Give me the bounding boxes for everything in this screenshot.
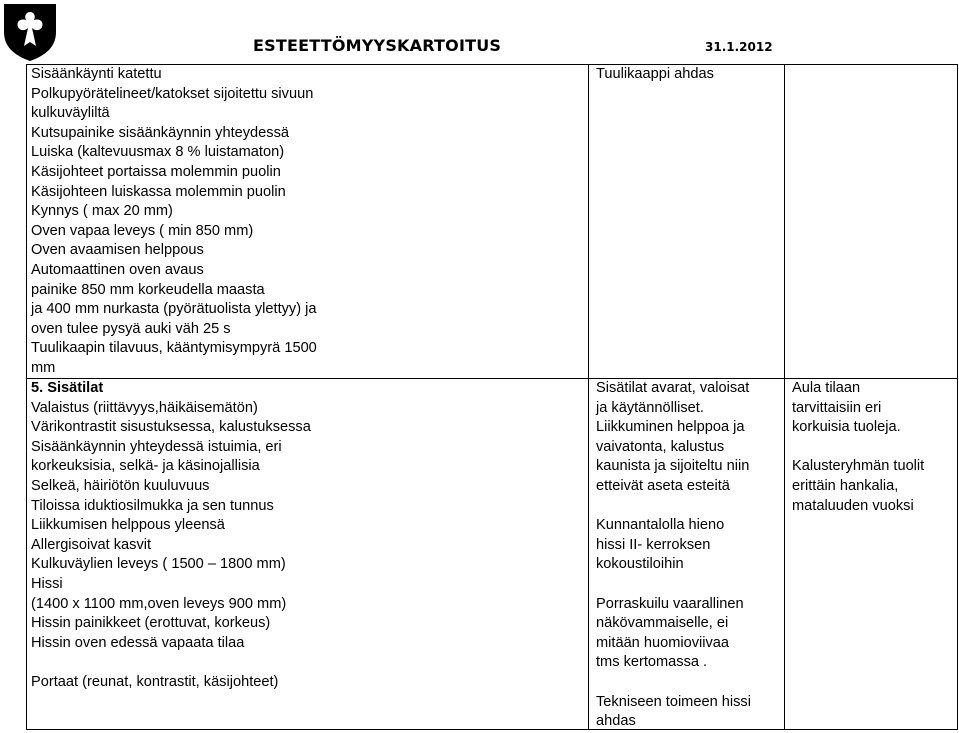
section-heading: 5. Sisätilat bbox=[31, 380, 104, 396]
criteria-line: Automaattinen oven avaus bbox=[31, 261, 204, 278]
observation-line: Liikkuminen helppoa ja bbox=[596, 419, 745, 436]
observation-line: kaunista ja sijoiteltu niin bbox=[596, 458, 750, 475]
blank-line bbox=[596, 575, 751, 595]
observation-line: Kunnantalolla hieno bbox=[596, 517, 725, 534]
criteria-line: Allergisoivat kasvit bbox=[31, 536, 152, 553]
observation-line: tms kertomassa . bbox=[596, 654, 708, 671]
criteria-line: Oven avaamisen helppous bbox=[31, 242, 204, 259]
criteria-line: Luiska (kaltevuusmax 8 % luistamaton) bbox=[31, 144, 285, 161]
criteria-line: Sisäänkäynnin yhteydessä istuimia, eri bbox=[31, 438, 282, 455]
observation-line: etteivät aseta esteitä bbox=[596, 477, 730, 494]
table-border-right bbox=[957, 64, 958, 730]
observation-line: ja käytännölliset. bbox=[596, 399, 704, 416]
observation-line: näkövammaiselle, ei bbox=[596, 615, 729, 632]
observation-line: Sisätilat avarat, valoisat bbox=[596, 380, 750, 396]
criteria-line: oven tulee pysyä auki väh 25 s bbox=[31, 320, 231, 337]
note-line: erittäin hankalia, bbox=[792, 477, 899, 494]
blank-line bbox=[596, 497, 751, 517]
criteria-line: Hissi bbox=[31, 575, 63, 592]
row2-criteria-cell bbox=[31, 379, 311, 693]
criteria-line: ja 400 mm nurkasta (pyörätuolista ylettyy) ja bbox=[31, 301, 317, 318]
criteria-line: Portaat (reunat, kontrastit, käsijohteet) bbox=[31, 673, 279, 690]
row2-notes-cell bbox=[792, 379, 924, 516]
observation-line: hissi II- kerroksen bbox=[596, 536, 711, 553]
observation-line: Porraskuilu vaarallinen bbox=[596, 595, 744, 612]
note-line: mataluuden vuoksi bbox=[792, 497, 914, 514]
note-line: tarvittaisiin eri bbox=[792, 399, 882, 416]
note-line: Kalusteryhmän tuolit bbox=[792, 458, 925, 475]
criteria-line: Polkupyörätelineet/katokset sijoitettu sivuun bbox=[31, 85, 314, 102]
table-border-bottom bbox=[26, 729, 958, 730]
criteria-line: mm bbox=[31, 359, 56, 376]
observation-line: Tekniseen toimeen hissi bbox=[596, 693, 751, 710]
observation-line: vaivatonta, kalustus bbox=[596, 438, 725, 455]
document-title: ESTEETTÖMYYSKARTOITUS bbox=[253, 36, 502, 55]
accessibility-survey-table bbox=[26, 64, 958, 730]
blank-line bbox=[31, 653, 311, 673]
criteria-line: Valaistus (riittävyys,häikäisemätön) bbox=[31, 399, 258, 416]
column-divider-2 bbox=[784, 64, 785, 730]
criteria-line: Selkeä, häiriötön kuuluvuus bbox=[31, 477, 210, 494]
criteria-line: Kulkuväylien leveys ( 1500 – 1800 mm) bbox=[31, 556, 286, 573]
row1-observation-cell bbox=[596, 65, 714, 85]
criteria-line: kulkuväyliltä bbox=[31, 105, 110, 122]
criteria-line: Oven vapaa leveys ( min 850 mm) bbox=[31, 222, 254, 239]
column-divider-1 bbox=[588, 64, 589, 730]
criteria-line: Tuulikaapin tilavuus, kääntymisympyrä 1500 bbox=[31, 340, 317, 357]
blank-line bbox=[596, 673, 751, 693]
note-line: Aula tilaan bbox=[792, 380, 861, 396]
criteria-line: (1400 x 1100 mm,oven leveys 900 mm) bbox=[31, 595, 287, 612]
criteria-line: Kynnys ( max 20 mm) bbox=[31, 203, 173, 220]
criteria-line: Hissin oven edessä vapaata tilaa bbox=[31, 634, 245, 651]
criteria-line: Liikkumisen helppous yleensä bbox=[31, 517, 225, 534]
criteria-line: Kutsupainike sisäänkäynnin yhteydessä bbox=[31, 124, 289, 141]
criteria-line: Värikontrastit sisustuksessa, kalustuksessa bbox=[31, 419, 311, 436]
criteria-line: Käsijohteet portaissa molemmin puolin bbox=[31, 163, 281, 180]
criteria-line: Hissin painikkeet (erottuvat, korkeus) bbox=[31, 615, 271, 632]
note-line: korkuisia tuoleja. bbox=[792, 419, 901, 436]
criteria-line: painike 850 mm korkeudella maasta bbox=[31, 281, 265, 298]
table-border-left bbox=[26, 64, 27, 730]
observation-line: mitään huomioviivaa bbox=[596, 634, 730, 651]
observation-line: kokoustiloihin bbox=[596, 556, 684, 573]
observation-line: Tuulikaappi ahdas bbox=[596, 66, 714, 82]
observation-line: ahdas bbox=[596, 713, 636, 730]
blank-line bbox=[792, 438, 924, 458]
document-date: 31.1.2012 bbox=[705, 40, 773, 54]
municipal-crest-logo bbox=[2, 2, 58, 62]
row2-observation-cell bbox=[596, 379, 751, 732]
row1-criteria-cell bbox=[31, 65, 317, 379]
criteria-line: Sisäänkäynti katettu bbox=[31, 66, 162, 82]
criteria-line: Tiloissa iduktiosilmukka ja sen tunnus bbox=[31, 497, 274, 514]
criteria-line: korkeuksisia, selkä- ja käsinojallisia bbox=[31, 458, 260, 475]
criteria-line: Käsijohteen luiskassa molemmin puolin bbox=[31, 183, 286, 200]
